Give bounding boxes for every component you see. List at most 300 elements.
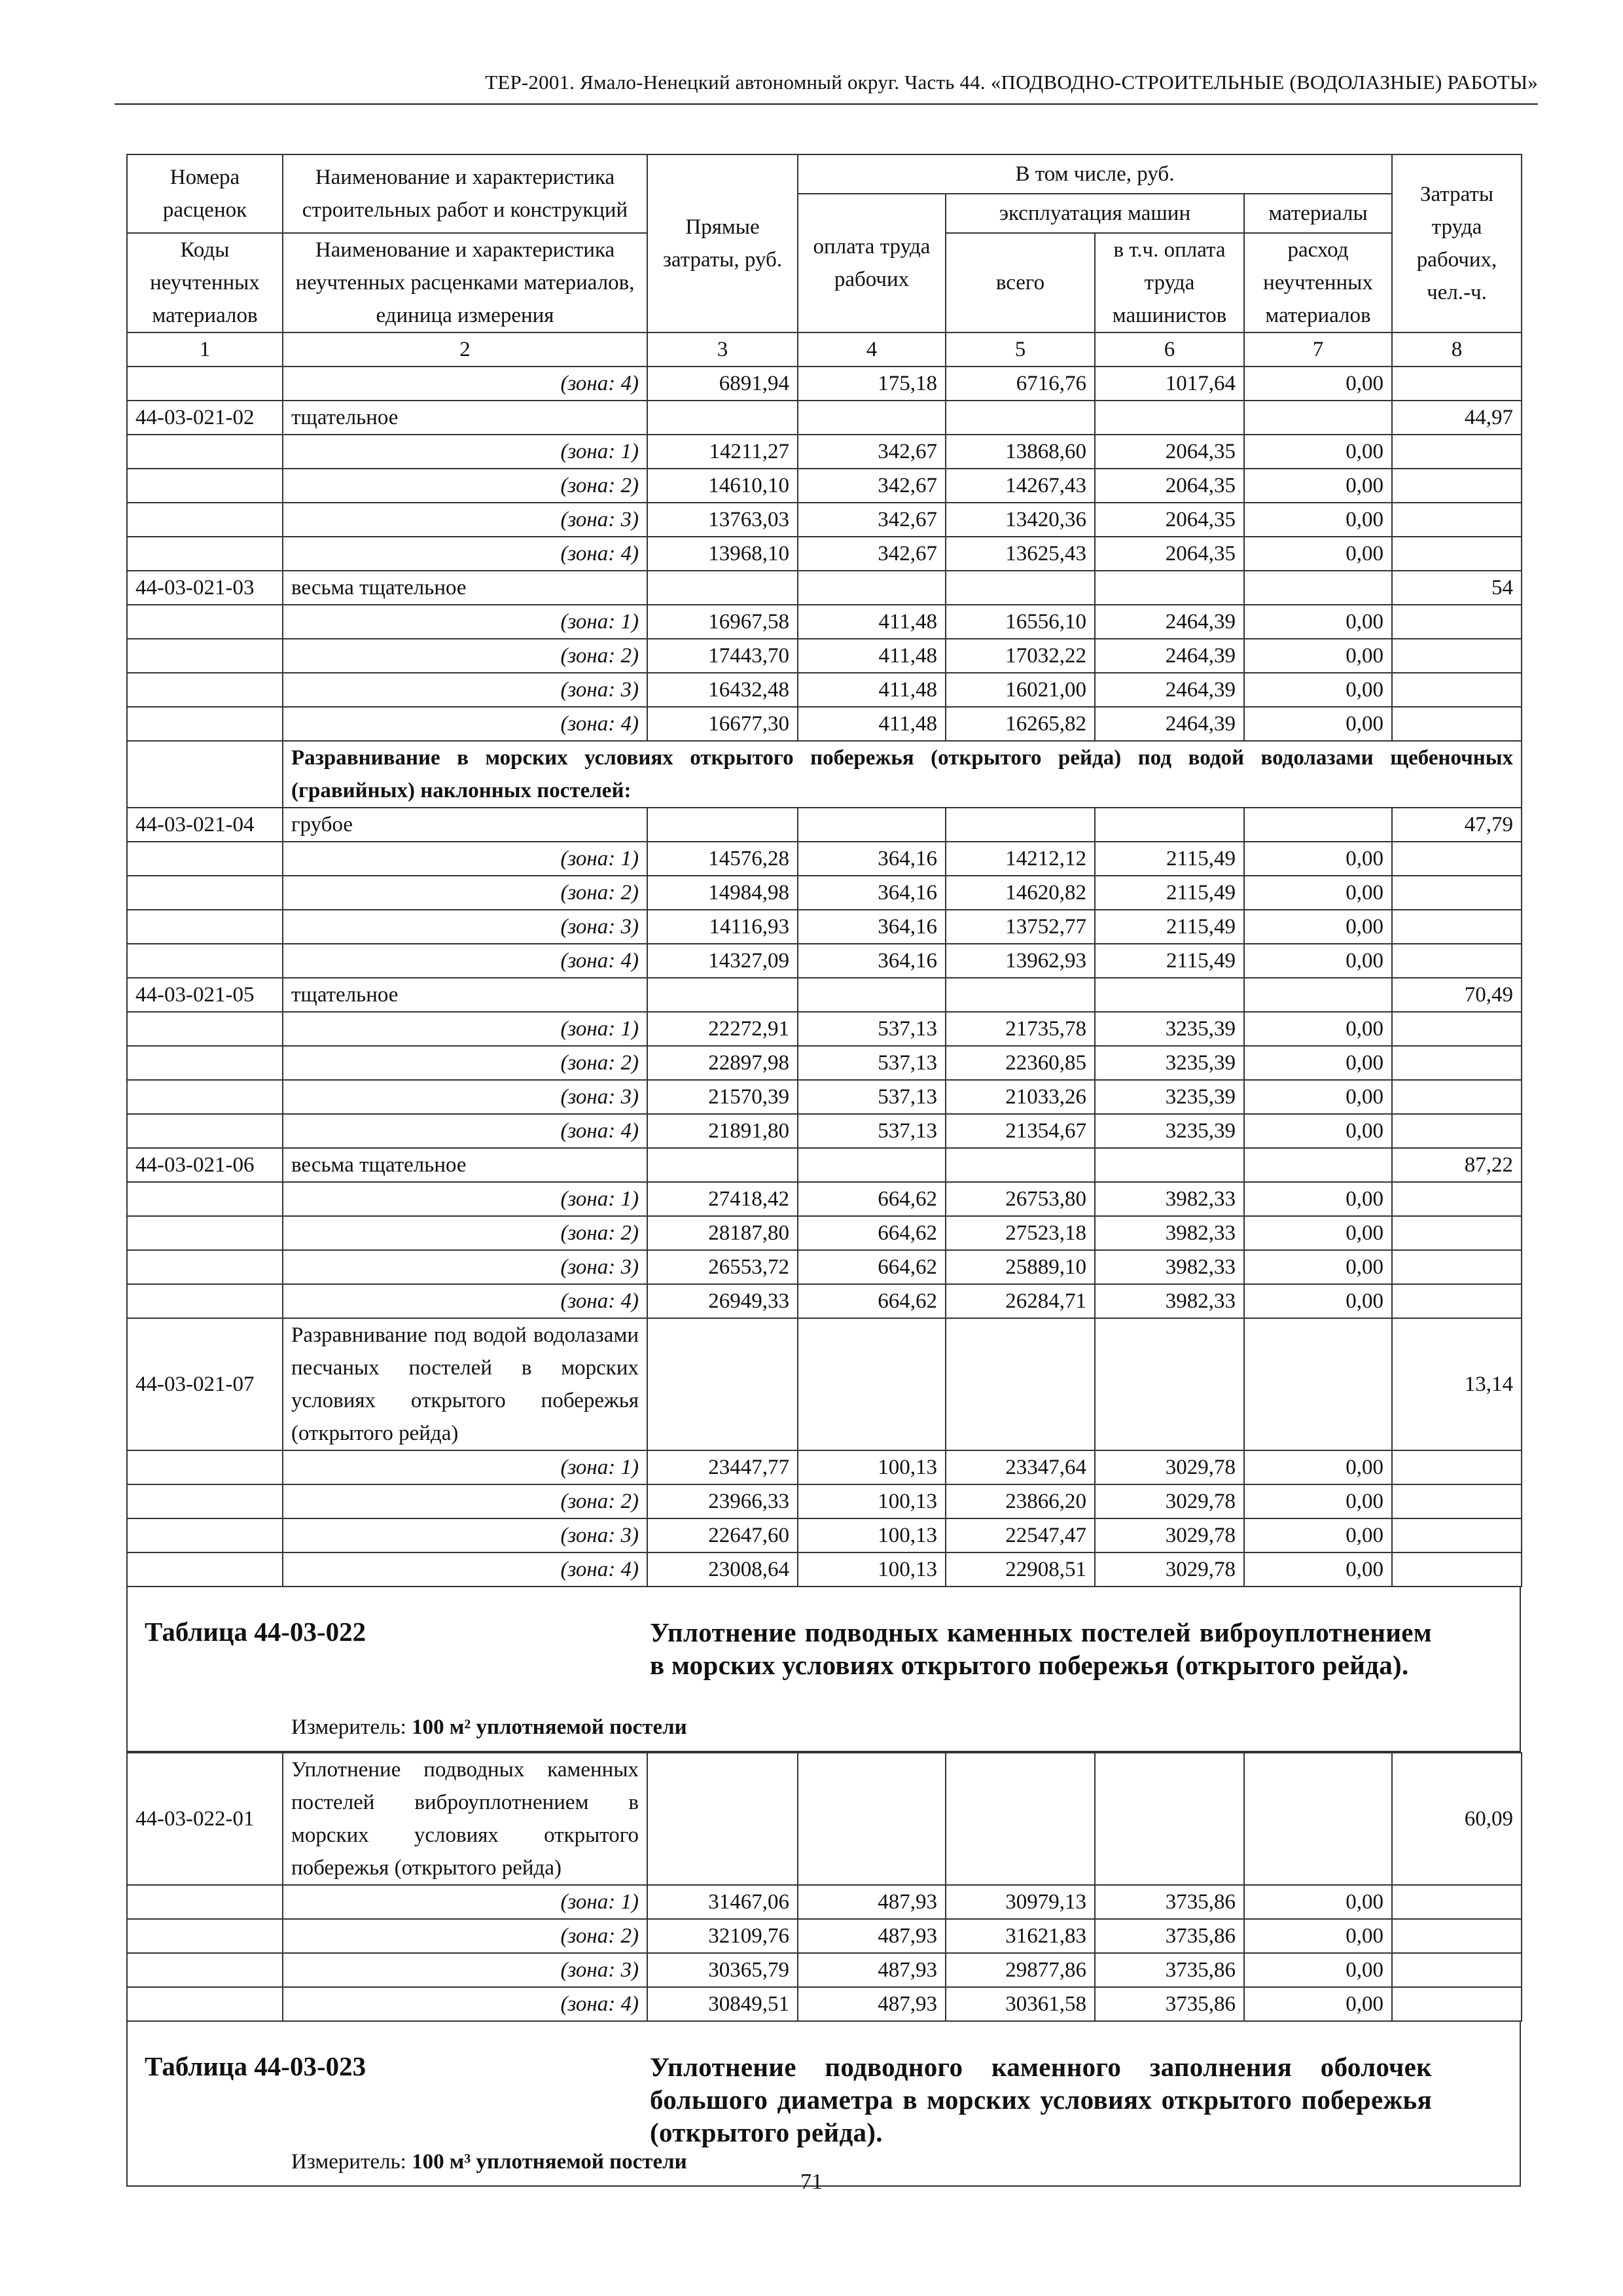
operator-wages: 3235,39: [1095, 1012, 1244, 1046]
operator-wages: 2064,35: [1095, 503, 1244, 537]
rate-code: 44-03-022-01: [127, 1753, 283, 1885]
empty-cell: [647, 1318, 798, 1450]
empty-cell: [1095, 978, 1244, 1012]
zone-row: [127, 1046, 1522, 1080]
machines-total: 30979,13: [946, 1885, 1095, 1919]
labor-costs: [1392, 1012, 1522, 1046]
table-body-022: [127, 1753, 1522, 2021]
machines-total: 30361,58: [946, 1987, 1095, 2021]
meter-prefix: Измеритель:: [291, 2150, 406, 2174]
direct-costs: 28187,80: [647, 1216, 798, 1250]
zone-row: [127, 1250, 1522, 1284]
worker-wages: 411,48: [798, 639, 946, 673]
table-023-heading: [126, 2022, 1521, 2187]
table-022-meter: [291, 1715, 687, 1740]
direct-costs: 14576,28: [647, 842, 798, 876]
table-022-title: Уплотнение подводных каменных постелей виброуплотнением в морских условиях открытого побережья (открытого рейда).: [650, 1617, 1432, 1680]
header-including: В том числе, руб.: [798, 154, 1392, 194]
meter-prefix: Измеритель:: [291, 1715, 406, 1739]
rate-row: [127, 1148, 1522, 1182]
materials-cost: 0,00: [1244, 367, 1392, 401]
machines-total: 23866,20: [946, 1484, 1095, 1518]
materials-cost: 0,00: [1244, 639, 1392, 673]
operator-wages: 2464,39: [1095, 605, 1244, 639]
labor-costs: 87,22: [1392, 1148, 1522, 1182]
machines-total: 14212,12: [946, 842, 1095, 876]
table-022-label: Таблица 44-03-022: [145, 1617, 366, 1647]
column-numbers: [127, 332, 1522, 367]
empty-cell: [647, 978, 798, 1012]
col-num: 5: [946, 332, 1095, 367]
operator-wages: 3735,86: [1095, 1987, 1244, 2021]
labor-costs: [1392, 1182, 1522, 1216]
machines-total: 29877,86: [946, 1953, 1095, 1987]
empty-cell: [798, 571, 946, 605]
machines-total: 16556,10: [946, 605, 1095, 639]
rate-code-cell: [127, 944, 283, 978]
labor-costs: [1392, 876, 1522, 910]
header-materials: материалы: [1244, 194, 1392, 233]
worker-wages: 537,13: [798, 1012, 946, 1046]
worker-wages: 537,13: [798, 1080, 946, 1114]
zone-row: [127, 1284, 1522, 1318]
rate-code: 44-03-021-06: [127, 1148, 283, 1182]
zone-label: (зона: 3): [283, 1953, 647, 1987]
page-number: 71: [800, 2170, 823, 2194]
operator-wages: 2115,49: [1095, 842, 1244, 876]
operator-wages: 2064,35: [1095, 537, 1244, 571]
work-name: грубое: [283, 808, 647, 842]
operator-wages: 3982,33: [1095, 1250, 1244, 1284]
labor-costs: [1392, 1046, 1522, 1080]
materials-cost: 0,00: [1244, 910, 1392, 944]
worker-wages: 364,16: [798, 944, 946, 978]
materials-cost: 0,00: [1244, 605, 1392, 639]
direct-costs: 26949,33: [647, 1284, 798, 1318]
header-operator-wages: в т.ч. оплата труда машинистов: [1095, 233, 1244, 332]
zone-row: [127, 707, 1522, 741]
zone-label: (зона: 3): [283, 910, 647, 944]
rate-row: [127, 571, 1522, 605]
zone-label: (зона: 1): [283, 1450, 647, 1484]
header-machine-operation: эксплуатация машин: [946, 194, 1244, 233]
zone-label: (зона: 4): [283, 1284, 647, 1318]
operator-wages: 3235,39: [1095, 1080, 1244, 1114]
empty-cell: [1244, 1318, 1392, 1450]
labor-costs: 44,97: [1392, 401, 1522, 435]
col-num: 7: [1244, 332, 1392, 367]
zone-row: [127, 876, 1522, 910]
empty-cell: [647, 808, 798, 842]
machines-total: 13625,43: [946, 537, 1095, 571]
materials-cost: 0,00: [1244, 1284, 1392, 1318]
empty-cell: [798, 1148, 946, 1182]
operator-wages: 3735,86: [1095, 1919, 1244, 1953]
labor-costs: [1392, 503, 1522, 537]
empty-cell: [1244, 978, 1392, 1012]
zone-label: (зона: 1): [283, 1012, 647, 1046]
empty-cell: [1244, 401, 1392, 435]
rate-code-cell: [127, 741, 283, 808]
machines-total: 26753,80: [946, 1182, 1095, 1216]
zone-row: [127, 1484, 1522, 1518]
rate-code-cell: [127, 435, 283, 469]
table-023-label: Таблица 44-03-023: [145, 2051, 366, 2081]
direct-costs: 30849,51: [647, 1987, 798, 2021]
worker-wages: 364,16: [798, 876, 946, 910]
operator-wages: 2464,39: [1095, 673, 1244, 707]
rate-row: [127, 401, 1522, 435]
empty-cell: [798, 1318, 946, 1450]
rate-code-cell: [127, 1919, 283, 1953]
zone-row: [127, 367, 1522, 401]
operator-wages: 3029,78: [1095, 1518, 1244, 1552]
work-name: тщательное: [283, 401, 647, 435]
direct-costs: 31467,06: [647, 1885, 798, 1919]
zone-row: [127, 1012, 1522, 1046]
empty-cell: [946, 401, 1095, 435]
operator-wages: 3235,39: [1095, 1046, 1244, 1080]
work-name: Уплотнение подводных каменных постелей виброуплотнением в морских условиях открытого побережья (открытого рейда): [283, 1753, 647, 1885]
empty-cell: [1095, 1318, 1244, 1450]
worker-wages: 487,93: [798, 1987, 946, 2021]
direct-costs: 23447,77: [647, 1450, 798, 1484]
zone-label: (зона: 3): [283, 673, 647, 707]
worker-wages: 100,13: [798, 1552, 946, 1587]
price-table-frame: [126, 154, 1521, 2187]
machines-total: 13868,60: [946, 435, 1095, 469]
zone-row: [127, 910, 1522, 944]
labor-costs: [1392, 1114, 1522, 1148]
rate-code-cell: [127, 503, 283, 537]
operator-wages: 3029,78: [1095, 1450, 1244, 1484]
zone-row: [127, 1919, 1522, 1953]
zone-label: (зона: 1): [283, 1182, 647, 1216]
empty-cell: [1244, 808, 1392, 842]
direct-costs: 16967,58: [647, 605, 798, 639]
work-name: весьма тщательное: [283, 571, 647, 605]
labor-costs: [1392, 1484, 1522, 1518]
materials-cost: 0,00: [1244, 1080, 1392, 1114]
direct-costs: 14610,10: [647, 469, 798, 503]
table-header: [127, 154, 1522, 332]
operator-wages: 2464,39: [1095, 639, 1244, 673]
zone-label: (зона: 2): [283, 876, 647, 910]
empty-cell: [1244, 1753, 1392, 1885]
direct-costs: 14327,09: [647, 944, 798, 978]
machines-total: 14267,43: [946, 469, 1095, 503]
operator-wages: 3982,33: [1095, 1182, 1244, 1216]
worker-wages: 411,48: [798, 605, 946, 639]
worker-wages: 342,67: [798, 435, 946, 469]
zone-row: [127, 1518, 1522, 1552]
zone-label: (зона: 4): [283, 1987, 647, 2021]
empty-cell: [798, 978, 946, 1012]
machines-total: 21735,78: [946, 1012, 1095, 1046]
direct-costs: 16432,48: [647, 673, 798, 707]
empty-cell: [946, 1753, 1095, 1885]
labor-costs: [1392, 367, 1522, 401]
rate-code-cell: [127, 1250, 283, 1284]
materials-cost: 0,00: [1244, 944, 1392, 978]
rate-code-cell: [127, 1046, 283, 1080]
zone-label: (зона: 2): [283, 1046, 647, 1080]
zone-label: (зона: 4): [283, 367, 647, 401]
zone-row: [127, 1885, 1522, 1919]
worker-wages: 364,16: [798, 910, 946, 944]
col-num: 6: [1095, 332, 1244, 367]
rate-code-cell: [127, 1484, 283, 1518]
rate-code-cell: [127, 1114, 283, 1148]
zone-row: [127, 1552, 1522, 1587]
zone-label: (зона: 4): [283, 1552, 647, 1587]
labor-costs: [1392, 469, 1522, 503]
materials-cost: 0,00: [1244, 1046, 1392, 1080]
empty-cell: [1095, 1753, 1244, 1885]
zone-label: (зона: 3): [283, 1080, 647, 1114]
materials-cost: 0,00: [1244, 1518, 1392, 1552]
worker-wages: 537,13: [798, 1114, 946, 1148]
operator-wages: 1017,64: [1095, 367, 1244, 401]
materials-cost: 0,00: [1244, 1114, 1392, 1148]
worker-wages: 411,48: [798, 707, 946, 741]
rate-code-cell: [127, 1182, 283, 1216]
materials-cost: 0,00: [1244, 1450, 1392, 1484]
machines-total: 21354,67: [946, 1114, 1095, 1148]
zone-label: (зона: 2): [283, 639, 647, 673]
header-worker-wages: оплата труда рабочих: [798, 194, 946, 332]
zone-label: (зона: 2): [283, 1216, 647, 1250]
labor-costs: [1392, 944, 1522, 978]
materials-cost: 0,00: [1244, 1885, 1392, 1919]
operator-wages: 2115,49: [1095, 910, 1244, 944]
header-material-codes: Коды неучтенных материалов: [127, 233, 283, 332]
empty-cell: [647, 1753, 798, 1885]
machines-total: 16265,82: [946, 707, 1095, 741]
labor-costs: [1392, 537, 1522, 571]
zone-label: (зона: 3): [283, 1250, 647, 1284]
worker-wages: 100,13: [798, 1518, 946, 1552]
empty-cell: [647, 1148, 798, 1182]
rate-code-cell: [127, 537, 283, 571]
materials-cost: 0,00: [1244, 1012, 1392, 1046]
running-head: ТЕР-2001. Ямало-Ненецкий автономный округ. Часть 44. «ПОДВОДНО-СТРОИТЕЛЬНЫЕ (ВОДОЛАЗНЫЕ) РАБОТЫ»: [485, 71, 1538, 94]
table-body-021: [127, 367, 1522, 1587]
labor-costs: [1392, 842, 1522, 876]
rate-code-cell: [127, 1450, 283, 1484]
machines-total: 13752,77: [946, 910, 1095, 944]
worker-wages: 364,16: [798, 842, 946, 876]
materials-cost: 0,00: [1244, 1216, 1392, 1250]
machines-total: 22547,47: [946, 1518, 1095, 1552]
header-material-names: Наименование и характеристика неучтенных расценками материалов, единица измерения: [283, 233, 647, 332]
labor-costs: [1392, 435, 1522, 469]
operator-wages: 3235,39: [1095, 1114, 1244, 1148]
operator-wages: 2115,49: [1095, 876, 1244, 910]
operator-wages: 3735,86: [1095, 1885, 1244, 1919]
machines-total: 13420,36: [946, 503, 1095, 537]
labor-costs: [1392, 1080, 1522, 1114]
materials-cost: 0,00: [1244, 707, 1392, 741]
direct-costs: 27418,42: [647, 1182, 798, 1216]
zone-label: (зона: 4): [283, 707, 647, 741]
worker-wages: 342,67: [798, 469, 946, 503]
worker-wages: 100,13: [798, 1484, 946, 1518]
zone-label: (зона: 3): [283, 1518, 647, 1552]
group-heading: Разравнивание в морских условиях открытого побережья (открытого рейда) под водой водолазами щебеночных (гравийных) наклонных постелей:: [283, 741, 1522, 808]
empty-cell: [946, 1148, 1095, 1182]
materials-cost: 0,00: [1244, 1953, 1392, 1987]
worker-wages: 664,62: [798, 1216, 946, 1250]
zone-row: [127, 1182, 1522, 1216]
empty-cell: [1095, 808, 1244, 842]
direct-costs: 22647,60: [647, 1518, 798, 1552]
worker-wages: 100,13: [798, 1450, 946, 1484]
machines-total: 21033,26: [946, 1080, 1095, 1114]
labor-costs: [1392, 1987, 1522, 2021]
empty-cell: [946, 808, 1095, 842]
direct-costs: 14984,98: [647, 876, 798, 910]
direct-costs: 13968,10: [647, 537, 798, 571]
operator-wages: 3982,33: [1095, 1284, 1244, 1318]
meter-value: 100 м² уплотняемой постели: [412, 1715, 687, 1739]
empty-cell: [1244, 571, 1392, 605]
labor-costs: [1392, 1885, 1522, 1919]
labor-costs: 70,49: [1392, 978, 1522, 1012]
operator-wages: 3029,78: [1095, 1484, 1244, 1518]
rate-code-cell: [127, 1552, 283, 1587]
zone-row: [127, 469, 1522, 503]
worker-wages: 175,18: [798, 367, 946, 401]
empty-cell: [798, 401, 946, 435]
machines-total: 31621,83: [946, 1919, 1095, 1953]
zone-row: [127, 537, 1522, 571]
rate-code-cell: [127, 469, 283, 503]
labor-costs: [1392, 1284, 1522, 1318]
rate-code-cell: [127, 1953, 283, 1987]
zone-row: [127, 1450, 1522, 1484]
labor-costs: [1392, 1450, 1522, 1484]
direct-costs: 21570,39: [647, 1080, 798, 1114]
group-heading-row: [127, 741, 1522, 808]
zone-row: [127, 1987, 1522, 2021]
header-unaccounted-materials: расход неучтенных материалов: [1244, 233, 1392, 332]
rates-table-022: [126, 1752, 1522, 2022]
empty-cell: [798, 1753, 946, 1885]
machines-total: 27523,18: [946, 1216, 1095, 1250]
rate-row: [127, 808, 1522, 842]
worker-wages: 487,93: [798, 1953, 946, 1987]
worker-wages: 664,62: [798, 1250, 946, 1284]
materials-cost: 0,00: [1244, 469, 1392, 503]
operator-wages: 3029,78: [1095, 1552, 1244, 1587]
machines-total: 6716,76: [946, 367, 1095, 401]
worker-wages: 342,67: [798, 503, 946, 537]
operator-wages: 2115,49: [1095, 944, 1244, 978]
materials-cost: 0,00: [1244, 673, 1392, 707]
rate-code: 44-03-021-03: [127, 571, 283, 605]
materials-cost: 0,00: [1244, 1250, 1392, 1284]
work-name: Разравнивание под водой водолазами песчаных постелей в морских условиях открытого побережья (открытого рейда): [283, 1318, 647, 1450]
operator-wages: 2464,39: [1095, 707, 1244, 741]
labor-costs: 54: [1392, 571, 1522, 605]
rate-code-cell: [127, 673, 283, 707]
labor-costs: [1392, 605, 1522, 639]
operator-wages: 2064,35: [1095, 435, 1244, 469]
work-name: тщательное: [283, 978, 647, 1012]
worker-wages: 537,13: [798, 1046, 946, 1080]
labor-costs: [1392, 1518, 1522, 1552]
machines-total: 22908,51: [946, 1552, 1095, 1587]
zone-label: (зона: 2): [283, 469, 647, 503]
rate-code-cell: [127, 876, 283, 910]
zone-label: (зона: 1): [283, 842, 647, 876]
rate-row: [127, 1753, 1522, 1885]
empty-cell: [647, 571, 798, 605]
direct-costs: 17443,70: [647, 639, 798, 673]
materials-cost: 0,00: [1244, 1987, 1392, 2021]
materials-cost: 0,00: [1244, 1182, 1392, 1216]
zone-label: (зона: 2): [283, 1484, 647, 1518]
labor-costs: [1392, 910, 1522, 944]
machines-total: 23347,64: [946, 1450, 1095, 1484]
materials-cost: 0,00: [1244, 503, 1392, 537]
table-023-title: Уплотнение подводного каменного заполнения оболочек большого диаметра в морских условиях открытого побережья (открытого рейда).: [650, 2052, 1432, 2147]
rate-code-cell: [127, 1284, 283, 1318]
machines-total: 17032,22: [946, 639, 1095, 673]
labor-costs: [1392, 639, 1522, 673]
zone-row: [127, 1953, 1522, 1987]
zone-label: (зона: 2): [283, 1919, 647, 1953]
machines-total: 13962,93: [946, 944, 1095, 978]
rate-code-cell: [127, 1987, 283, 2021]
zone-row: [127, 944, 1522, 978]
materials-cost: 0,00: [1244, 537, 1392, 571]
empty-cell: [798, 808, 946, 842]
materials-cost: 0,00: [1244, 1552, 1392, 1587]
empty-cell: [1095, 401, 1244, 435]
rate-code-cell: [127, 842, 283, 876]
direct-costs: 16677,30: [647, 707, 798, 741]
header-rule: [115, 103, 1538, 105]
materials-cost: 0,00: [1244, 876, 1392, 910]
zone-label: (зона: 4): [283, 537, 647, 571]
rate-code-cell: [127, 1012, 283, 1046]
empty-cell: [1095, 571, 1244, 605]
worker-wages: 411,48: [798, 673, 946, 707]
operator-wages: 2064,35: [1095, 469, 1244, 503]
header-work-name: Наименование и характеристика строительных работ и конструкций: [283, 154, 647, 233]
zone-label: (зона: 3): [283, 503, 647, 537]
materials-cost: 0,00: [1244, 1919, 1392, 1953]
worker-wages: 487,93: [798, 1919, 946, 1953]
direct-costs: 30365,79: [647, 1953, 798, 1987]
header-labor-costs: Затраты труда рабочих, чел.-ч.: [1392, 154, 1522, 332]
worker-wages: 342,67: [798, 537, 946, 571]
direct-costs: 22897,98: [647, 1046, 798, 1080]
zone-label: (зона: 4): [283, 1114, 647, 1148]
labor-costs: [1392, 1953, 1522, 1987]
direct-costs: 23966,33: [647, 1484, 798, 1518]
zone-row: [127, 842, 1522, 876]
rate-code: 44-03-021-07: [127, 1318, 283, 1450]
machines-total: 16021,00: [946, 673, 1095, 707]
rate-row: [127, 978, 1522, 1012]
col-num: 2: [283, 332, 647, 367]
labor-costs: [1392, 1552, 1522, 1587]
direct-costs: 26553,72: [647, 1250, 798, 1284]
machines-total: 22360,85: [946, 1046, 1095, 1080]
